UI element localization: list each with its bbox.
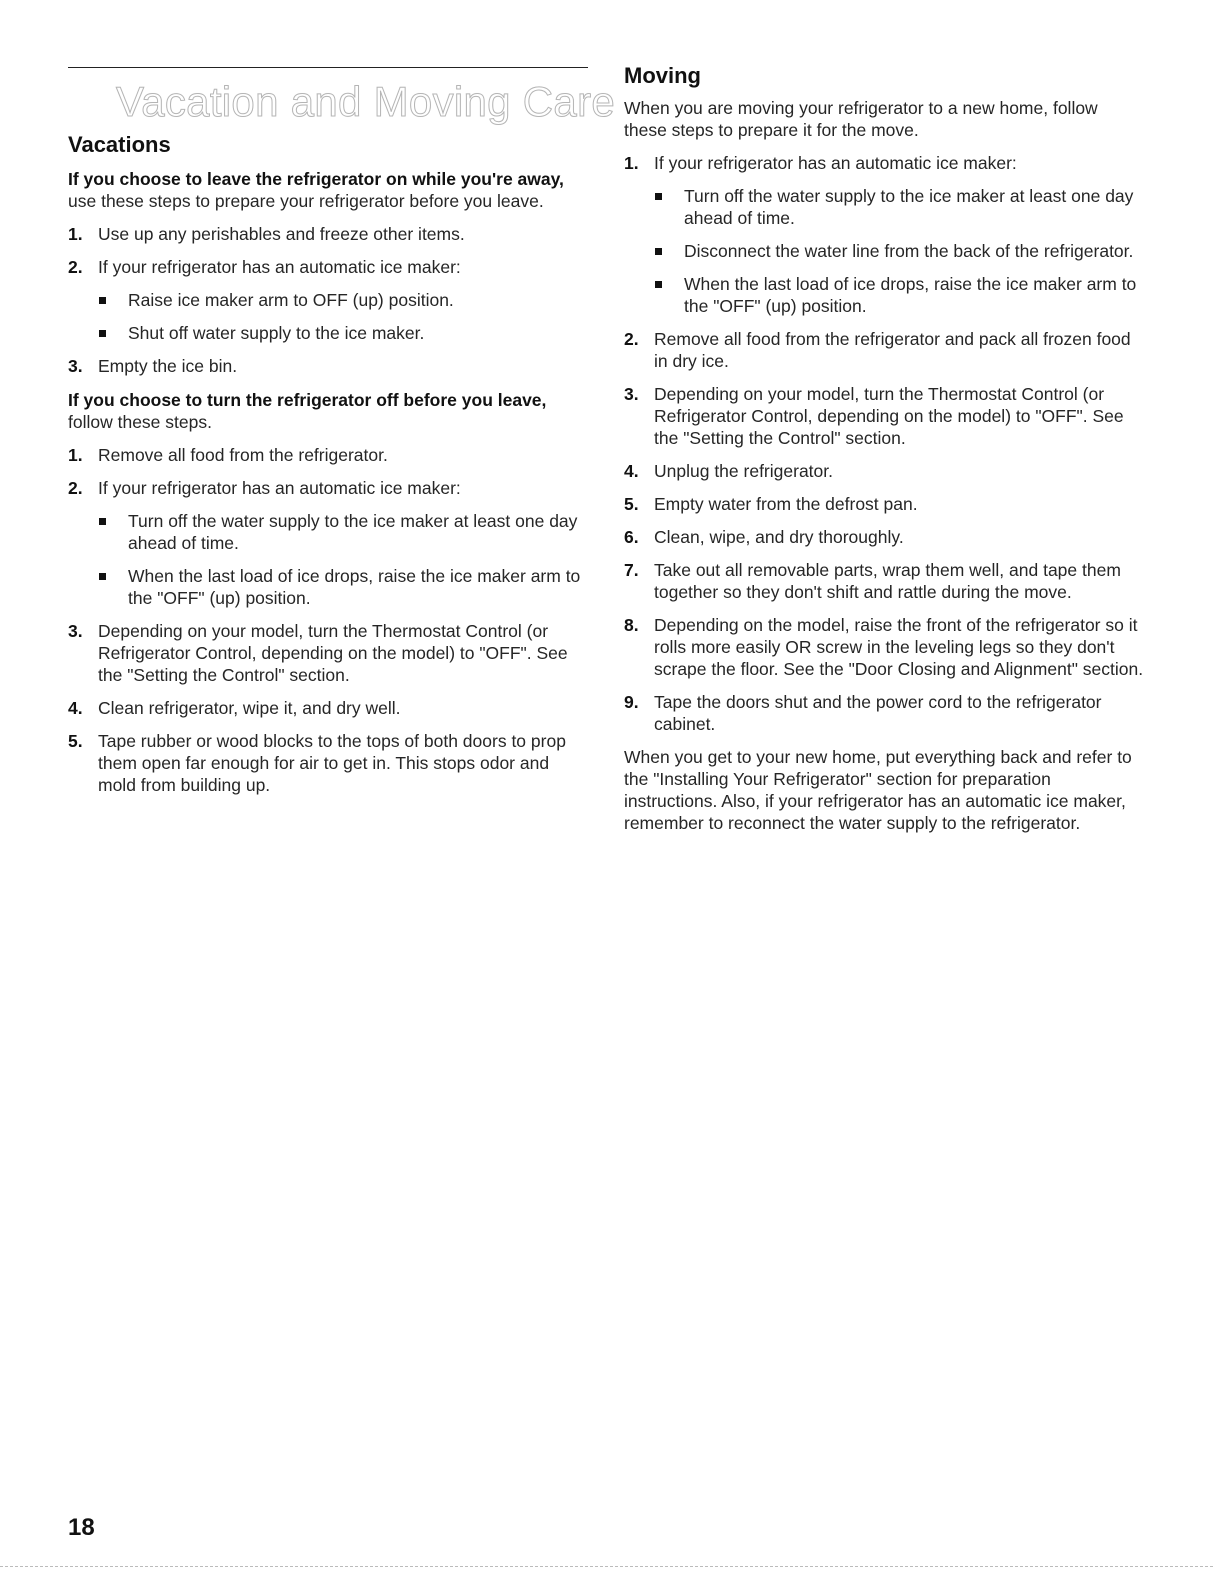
list-item [624, 383, 1144, 449]
list-item [624, 460, 1144, 482]
list-item [68, 620, 588, 686]
list-item [68, 223, 588, 245]
square-bullet-icon [655, 248, 662, 255]
square-bullet-icon [655, 193, 662, 200]
list-item [68, 697, 588, 719]
title-rule [68, 67, 588, 68]
vacations-heading: Vacations [68, 132, 171, 157]
vacation-off-intro-text: follow these steps. [68, 412, 212, 432]
step-text: Remove all food from the refrigerator and pack all frozen food in dry ice. [654, 329, 1131, 371]
step-number: 2. [624, 329, 639, 349]
square-bullet-icon [655, 281, 662, 288]
step-text: Tape the doors shut and the power cord to the refrigerator cabinet. [654, 692, 1102, 734]
bullet-text: When the last load of ice drops, raise the ice maker arm to the "OFF" (up) position. [128, 566, 581, 608]
square-bullet-icon [99, 330, 106, 337]
bullet-item [624, 273, 1144, 317]
step-number: 5. [624, 494, 639, 514]
step-text: Depending on your model, turn the Thermostat Control (or Refrigerator Control, depending on the model) to "OFF". See the "Setting the Control" section. [654, 384, 1124, 448]
step-text: Clean, wipe, and dry thoroughly. [654, 527, 904, 547]
bullet-item [624, 185, 1144, 229]
step-text: If your refrigerator has an automatic ice maker: [98, 257, 461, 277]
step-text: Take out all removable parts, wrap them well, and tape them together so they don't shift and rattle during the move. [654, 560, 1121, 602]
vacation-on-intro-bold: If you choose to leave the refrigerator on while you're away, [68, 169, 564, 189]
list-item [624, 691, 1144, 735]
list-item [624, 493, 1144, 515]
vacation-off-intro [68, 389, 588, 433]
step-number: 1. [68, 224, 83, 244]
vacation-on-intro-text: use these steps to prepare your refrigerator before you leave. [68, 191, 544, 211]
bullet-item [68, 322, 588, 344]
step-number: 1. [68, 445, 83, 465]
vacation-off-steps [68, 444, 588, 796]
step-number: 7. [624, 560, 639, 580]
page-number: 18 [68, 1514, 95, 1541]
page-title: Vacation and Moving Care [116, 78, 616, 125]
step-number: 1. [624, 153, 639, 173]
step-number: 4. [624, 461, 639, 481]
step-number: 8. [624, 615, 639, 635]
step-text: Clean refrigerator, wipe it, and dry well. [98, 698, 401, 718]
list-item [68, 355, 588, 377]
square-bullet-icon [99, 518, 106, 525]
step-text: If your refrigerator has an automatic ice maker: [654, 153, 1017, 173]
square-bullet-icon [99, 297, 106, 304]
step-number: 3. [624, 384, 639, 404]
step-number: 3. [68, 621, 83, 641]
step-text: Empty the ice bin. [98, 356, 238, 376]
moving-body [624, 97, 1144, 834]
bullet-item [68, 510, 588, 554]
step-text: If your refrigerator has an automatic ice maker: [98, 478, 461, 498]
bullet-text: Turn off the water supply to the ice maker at least one day ahead of time. [684, 186, 1134, 228]
list-item [624, 559, 1144, 603]
vacation-on-steps [68, 223, 588, 377]
vacations-body [68, 168, 588, 796]
vacation-on-intro [68, 168, 588, 212]
step-number: 2. [68, 257, 83, 277]
list-item [68, 444, 588, 466]
step-text: Empty water from the defrost pan. [654, 494, 918, 514]
list-item [68, 256, 588, 278]
step-number: 3. [68, 356, 83, 376]
bullet-text: Shut off water supply to the ice maker. [128, 323, 425, 343]
step-text: Depending on your model, turn the Thermostat Control (or Refrigerator Control, depending on the model) to "OFF". See the "Setting the Control" section. [98, 621, 568, 685]
step-number: 6. [624, 527, 639, 547]
step-text: Unplug the refrigerator. [654, 461, 833, 481]
moving-closing: When you get to your new home, put everything back and refer to the "Installing Your Refrigerator" section for preparation instructions. Also, if your refrigerator has an automatic ice maker, remember to reconnect the water supply to the refrigerator. [624, 747, 1132, 833]
bullet-text: Turn off the water supply to the ice maker at least one day ahead of time. [128, 511, 578, 553]
list-item [68, 730, 588, 796]
step-text: Depending on the model, raise the front of the refrigerator so it rolls more easily OR screw in the leveling legs so they don't scrape the floor. See the "Door Closing and Alignment" section. [654, 615, 1144, 679]
moving-steps [624, 152, 1144, 735]
step-text: Tape rubber or wood blocks to the tops of both doors to prop them open far enough for air to get in. This stops odor and mold from building up. [98, 731, 566, 795]
step-number: 4. [68, 698, 83, 718]
bullet-text: Disconnect the water line from the back of the refrigerator. [684, 241, 1134, 261]
step-number: 5. [68, 731, 83, 751]
bottom-border [0, 1566, 1213, 1567]
bullet-item [624, 240, 1144, 262]
moving-heading: Moving [624, 63, 701, 88]
step-text: Remove all food from the refrigerator. [98, 445, 388, 465]
step-number: 2. [68, 478, 83, 498]
square-bullet-icon [99, 573, 106, 580]
list-item [624, 152, 1144, 174]
moving-intro: When you are moving your refrigerator to a new home, follow these steps to prepare it for the move. [624, 98, 1098, 140]
list-item [624, 614, 1144, 680]
bullet-item [68, 289, 588, 311]
list-item [68, 477, 588, 499]
bullet-text: Raise ice maker arm to OFF (up) position. [128, 290, 454, 310]
step-number: 9. [624, 692, 639, 712]
step-text: Use up any perishables and freeze other items. [98, 224, 465, 244]
list-item [624, 328, 1144, 372]
vacation-off-intro-bold: If you choose to turn the refrigerator off before you leave, [68, 390, 547, 410]
bullet-item [68, 565, 588, 609]
list-item [624, 526, 1144, 548]
bullet-text: When the last load of ice drops, raise the ice maker arm to the "OFF" (up) position. [684, 274, 1137, 316]
